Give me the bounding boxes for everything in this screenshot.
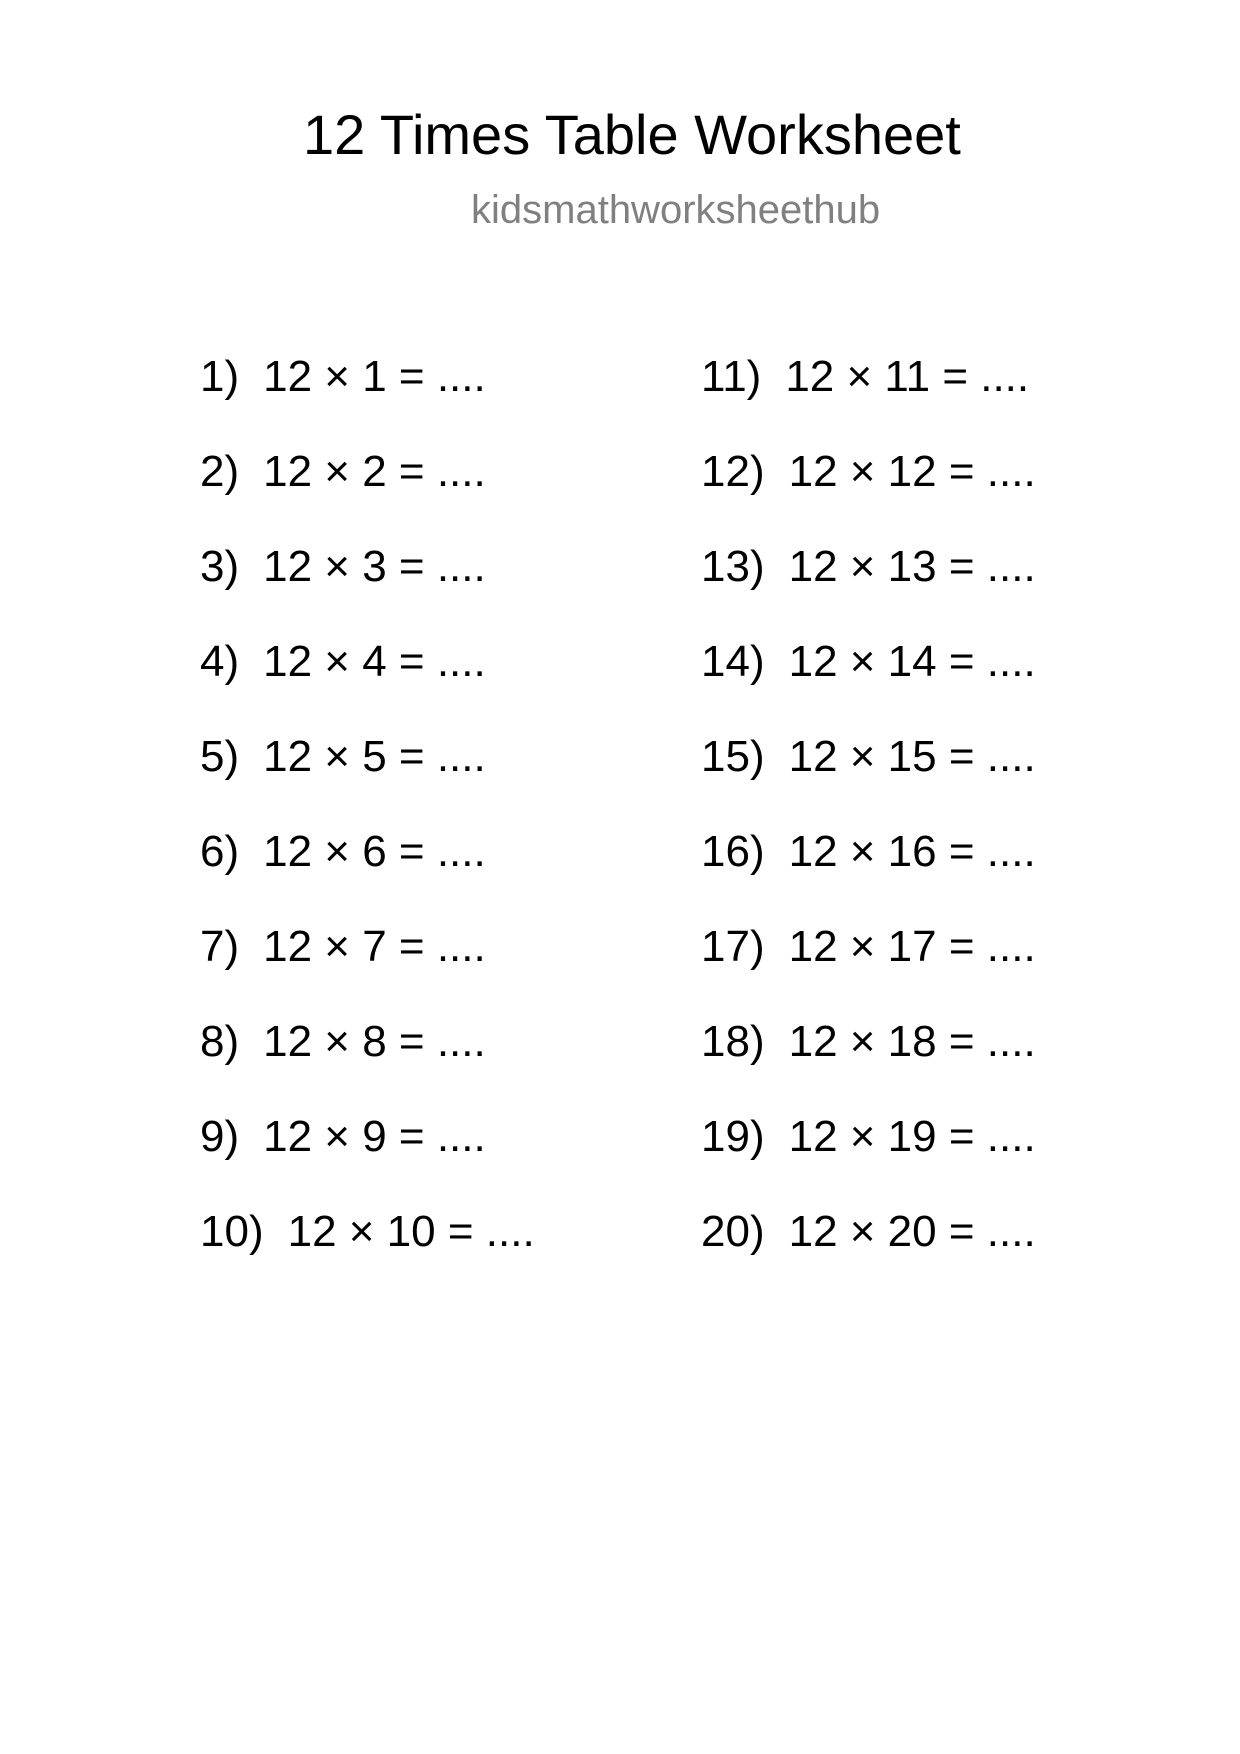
problem-item (200, 634, 535, 729)
problem-number: 12) (701, 447, 765, 496)
problem-item (200, 444, 535, 539)
problem-number: 20) (701, 1207, 765, 1256)
problem-number: 9) (200, 1112, 240, 1161)
problem-number: 1) (200, 352, 240, 401)
problem-expression: 12 × 15 = .... (788, 732, 1036, 781)
problem-expression: 12 × 18 = .... (788, 1017, 1036, 1066)
problem-item (701, 1204, 1036, 1299)
problem-expression: 12 × 17 = .... (788, 922, 1036, 971)
problem-expression: 12 × 13 = .... (788, 542, 1036, 591)
problem-expression: 12 × 2 = .... (263, 447, 486, 496)
problem-number: 6) (200, 827, 240, 876)
problem-expression: 12 × 7 = .... (263, 922, 486, 971)
problem-item (200, 1204, 535, 1299)
problem-item (200, 349, 535, 444)
problem-item (200, 1109, 535, 1204)
problem-item (200, 919, 535, 1014)
problem-expression: 12 × 16 = .... (788, 827, 1036, 876)
problem-item (701, 824, 1036, 919)
problem-item (701, 919, 1036, 1014)
problem-number: 4) (200, 637, 240, 686)
problem-number: 8) (200, 1017, 240, 1066)
problem-expression: 12 × 8 = .... (263, 1017, 486, 1066)
problem-expression: 12 × 14 = .... (788, 637, 1036, 686)
problem-number: 10) (200, 1207, 264, 1256)
problem-item (200, 824, 535, 919)
problem-number: 18) (701, 1017, 765, 1066)
problem-item (701, 349, 1036, 444)
problem-expression: 12 × 19 = .... (788, 1112, 1036, 1161)
problem-item (200, 1014, 535, 1109)
problem-item (200, 729, 535, 824)
problem-item (701, 539, 1036, 634)
problem-expression: 12 × 5 = .... (263, 732, 486, 781)
problem-column-right (701, 349, 1036, 1299)
problem-expression: 12 × 9 = .... (263, 1112, 486, 1161)
problem-expression: 12 × 12 = .... (788, 447, 1036, 496)
problem-column-left (200, 349, 535, 1299)
problem-number: 5) (200, 732, 240, 781)
problem-item (200, 539, 535, 634)
problem-expression: 12 × 10 = .... (287, 1207, 535, 1256)
problem-number: 19) (701, 1112, 765, 1161)
problem-number: 11) (701, 352, 762, 401)
problem-expression: 12 × 20 = .... (788, 1207, 1036, 1256)
problem-number: 17) (701, 922, 765, 971)
page-subtitle: kidsmathworksheethub (471, 188, 881, 232)
problem-number: 7) (200, 922, 240, 971)
problem-number: 2) (200, 447, 240, 496)
problem-expression: 12 × 3 = .... (263, 542, 486, 591)
problem-number: 16) (701, 827, 765, 876)
problem-item (701, 444, 1036, 539)
page-title: 12 Times Table Worksheet (303, 103, 961, 166)
problem-number: 15) (701, 732, 765, 781)
problem-number: 14) (701, 637, 765, 686)
problem-item (701, 1109, 1036, 1204)
problem-item (701, 1014, 1036, 1109)
problem-expression: 12 × 11 = .... (785, 352, 1030, 401)
problem-number: 3) (200, 542, 240, 591)
problem-expression: 12 × 6 = .... (263, 827, 486, 876)
problem-expression: 12 × 1 = .... (263, 352, 486, 401)
problem-expression: 12 × 4 = .... (263, 637, 486, 686)
problem-item (701, 729, 1036, 824)
problem-item (701, 634, 1036, 729)
problem-number: 13) (701, 542, 765, 591)
